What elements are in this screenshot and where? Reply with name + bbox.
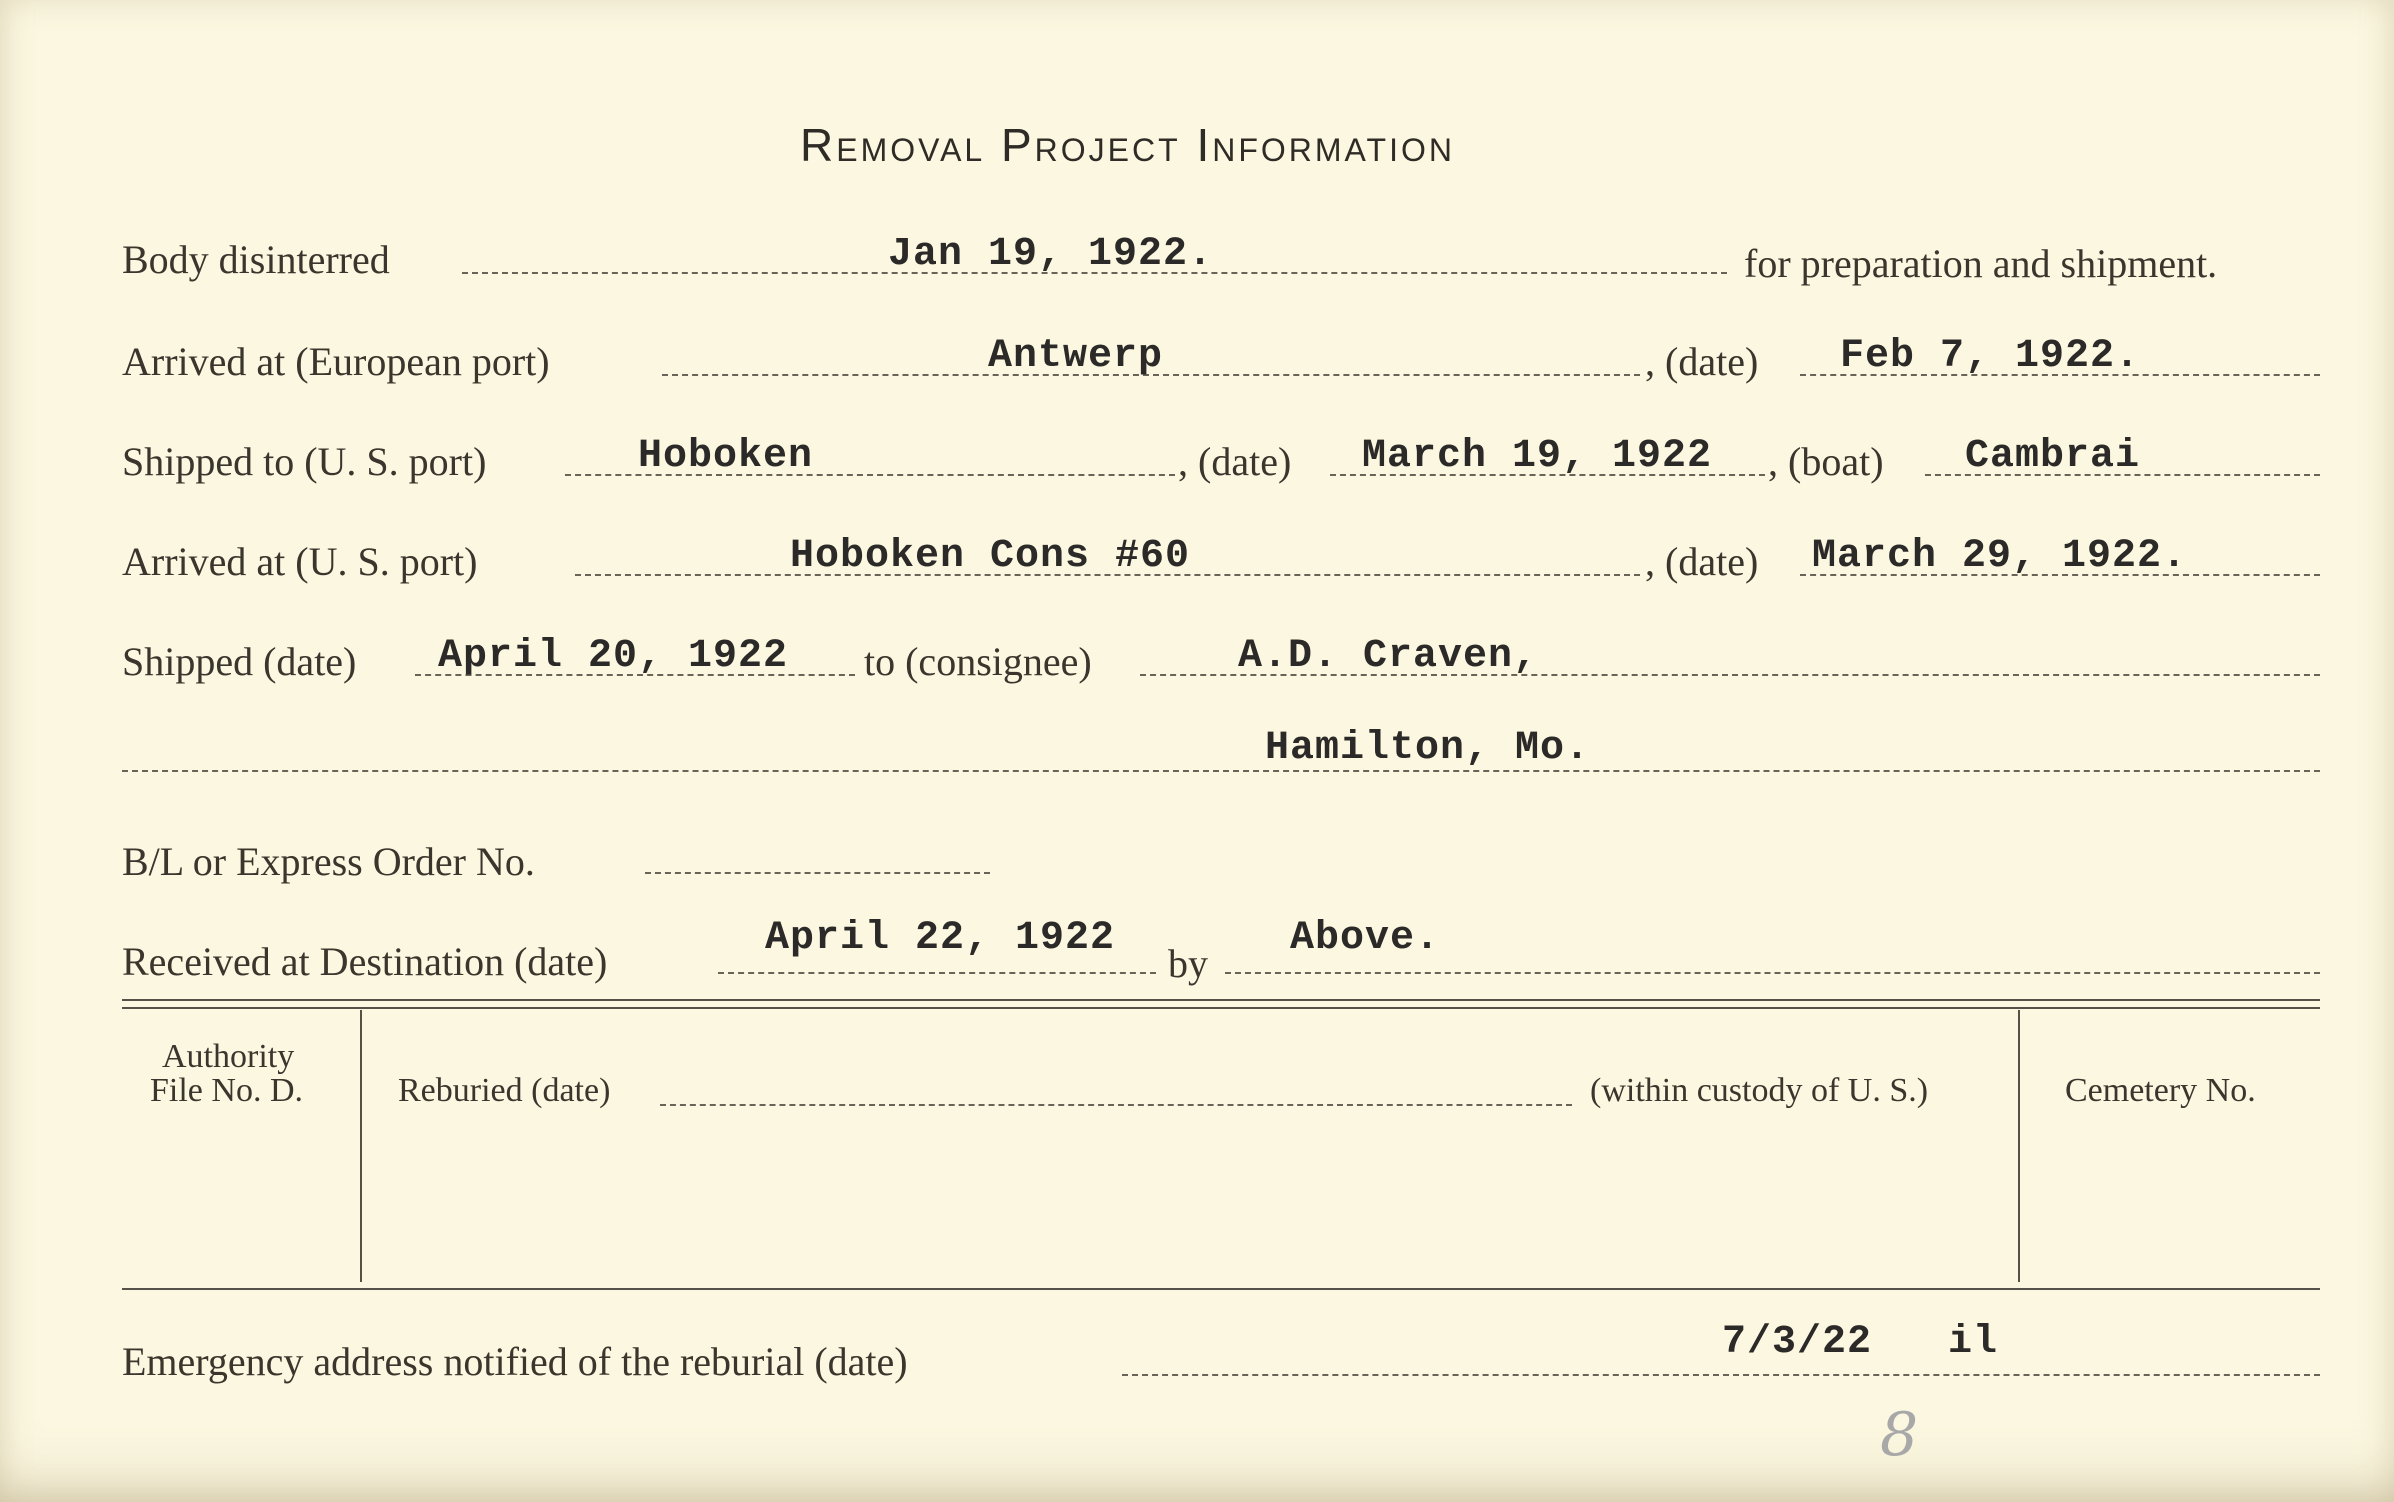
received-destination-value: April 22, 1922 [765, 916, 1116, 961]
bl-express-label: B/L or Express Order No. [122, 839, 535, 884]
body-disinterred-label: Body disinterred [122, 237, 390, 282]
reburied-line [660, 1104, 1572, 1106]
consignee-value: A.D. Craven, [1238, 634, 1539, 679]
shipped-to-us-boat-label: , (boat) [1768, 439, 1884, 484]
emergency-address-value: 7/3/22 [1722, 1320, 1873, 1365]
table-bottom-rule [122, 1288, 2320, 1290]
arrived-us-date-label: , (date) [1645, 539, 1759, 584]
received-destination-label: Received at Destination (date) [122, 939, 608, 984]
arrived-us-port-label: Arrived at (U. S. port) [122, 539, 478, 584]
file-no-label: File No. D. [150, 1072, 303, 1109]
shipped-to-us-port-label: Shipped to (U. S. port) [122, 439, 487, 484]
arrived-european-port-value: Antwerp [988, 334, 1164, 379]
received-by-line [1225, 972, 2320, 974]
consignee-label: to (consignee) [864, 639, 1092, 684]
table-divider-left [360, 1010, 362, 1282]
shipped-date-label: Shipped (date) [122, 639, 357, 684]
emergency-initials-value: il [1948, 1320, 1999, 1365]
shipped-to-us-date-value: March 19, 1922 [1362, 434, 1713, 479]
shipped-to-us-port-value: Hoboken [638, 434, 814, 479]
cemetery-no-label: Cemetery No. [2065, 1072, 2256, 1109]
received-by-label: by [1168, 941, 1208, 986]
body-disinterred-suffix: for preparation and shipment. [1744, 241, 2218, 286]
shipped-to-us-date-label: , (date) [1178, 439, 1292, 484]
authority-label: Authority [162, 1038, 295, 1075]
custody-label: (within custody of U. S.) [1590, 1072, 1929, 1109]
received-by-value: Above. [1290, 916, 1441, 961]
table-divider-right [2018, 1010, 2020, 1282]
bl-express-line [645, 872, 990, 874]
arrived-us-port-value: Hoboken Cons #60 [790, 534, 1191, 579]
consignee-address-value: Hamilton, Mo. [1265, 726, 1591, 771]
emergency-address-line [1122, 1374, 2320, 1376]
received-destination-line [718, 972, 1156, 974]
table-top-rule-1 [122, 999, 2320, 1001]
shipped-date-value: April 20, 1922 [438, 634, 789, 679]
reburied-label: Reburied (date) [398, 1072, 611, 1109]
body-disinterred-value: Jan 19, 1922. [888, 232, 1214, 277]
form-title: Removal Project Information [800, 119, 1455, 171]
shipped-to-us-boat-value: Cambrai [1965, 434, 2141, 479]
arrived-us-date-value: March 29, 1922. [1812, 534, 2188, 579]
table-top-rule-2 [122, 1007, 2320, 1009]
emergency-address-label: Emergency address notified of the reburial (date) [122, 1339, 908, 1384]
arrived-european-date-label: , (date) [1645, 339, 1759, 384]
arrived-european-date-value: Feb 7, 1922. [1840, 334, 2141, 379]
pencil-mark: 8 [1880, 1400, 1919, 1470]
consignee-address-line [122, 770, 2320, 772]
arrived-european-port-label: Arrived at (European port) [122, 339, 550, 384]
